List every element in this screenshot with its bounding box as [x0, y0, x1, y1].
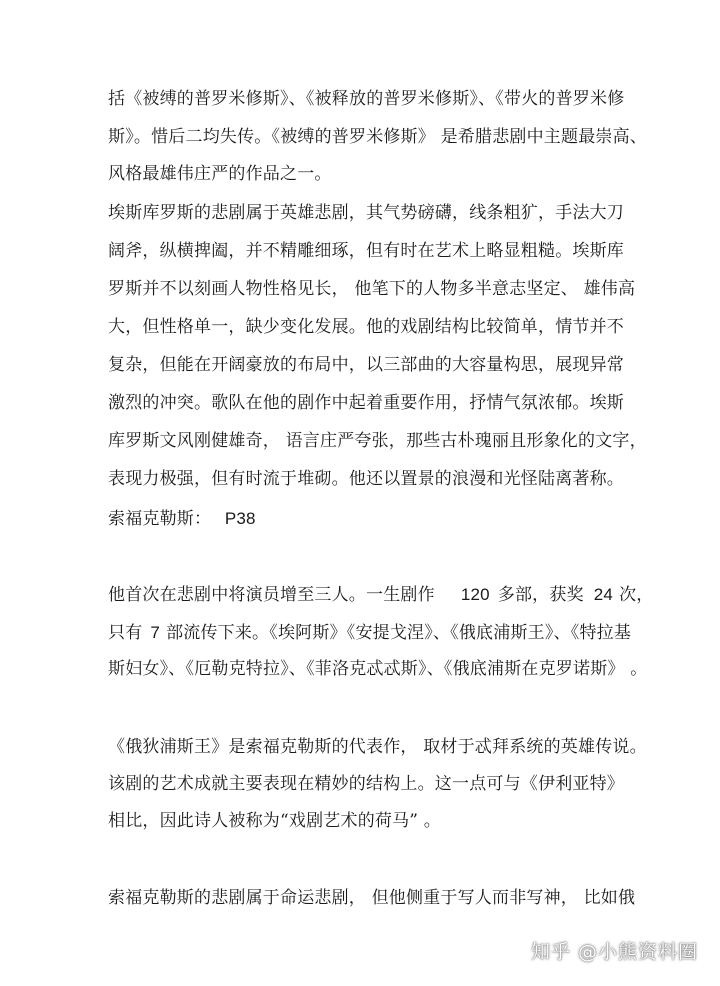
- text-line: 表现力极强，但有时流于堆砌。他还以置景的浪漫和光怪陆离著称。: [108, 469, 624, 489]
- text-run: 只有: [108, 623, 143, 643]
- section-label-page: P38: [224, 509, 256, 528]
- text-line: 括《被缚的普罗米修斯》、《被释放的普罗米修斯》、《带火的普罗米修: [108, 89, 625, 109]
- number-run: 24: [593, 585, 614, 604]
- text-line: 埃斯库罗斯的悲剧属于英雄悲剧，其气势磅礴，线条粗犷，手法大刀: [108, 203, 624, 223]
- text-run: 他首次在悲剧中将演员增至三人。一生剧作: [108, 585, 435, 605]
- text-line: 该剧的艺术成就主要表现在精妙的结构上。这一点可与《伊利亚特》: [108, 774, 624, 794]
- section-label: [108, 508, 256, 530]
- text-line: 索福克勒斯的悲剧属于命运悲剧， 但他侧重于写人而非写神， 比如俄: [108, 888, 636, 908]
- text-line: [108, 584, 654, 606]
- text-line: [108, 622, 631, 644]
- text-line: 相比，因此诗人被称为“戏剧艺术的荷马” 。: [108, 811, 441, 831]
- number-run: 7: [150, 623, 161, 642]
- text-line: 激烈的冲突。歌队在他的剧作中起着重要作用，抒情气氛浓郁。埃斯: [108, 393, 624, 413]
- text-run: 部流传下来。《埃阿斯》《安提戈涅》、《俄底浦斯王》、《特拉基: [166, 623, 632, 643]
- text-line: 复杂，但能在开阔豪放的布局中，以三部曲的大容量构思，展现异常: [108, 355, 624, 375]
- text-line: 罗斯并不以刻画人物性格见长， 他笔下的人物多半意志坚定、 雄伟高: [108, 279, 636, 299]
- section-label-prefix: 索福克勒斯：: [108, 509, 212, 529]
- text-line: 库罗斯文风刚健雄奇， 语言庄严夸张，那些古朴瑰丽且形象化的文字，: [108, 431, 647, 451]
- text-line: 阔斧，纵横捭阖，并不精雕细琢，但有时在艺术上略显粗糙。埃斯库: [108, 241, 624, 261]
- text-run: 多部，获奖: [497, 585, 584, 605]
- number-run: 120: [460, 585, 490, 604]
- text-line: 斯妇女》、《厄勒克特拉》、《菲洛克忒忒斯》、《俄底浦斯在克罗诺斯》 。: [108, 659, 648, 679]
- text-line: 《俄狄浦斯王》是索福克勒斯的代表作， 取材于忒拜系统的英雄传说。: [108, 737, 647, 757]
- text-line: 大，但性格单一，缺少变化发展。他的戏剧结构比较简单，情节并不: [108, 317, 624, 337]
- text-line: 风格最雄伟庄严的作品之一。: [108, 164, 332, 184]
- text-line: 斯》。惜后二均失传。《被缚的普罗米修斯》 是希腊悲剧中主题最崇高、: [108, 127, 648, 147]
- watermark: 知乎 @小熊资料圈: [530, 941, 698, 963]
- text-run: 次，: [619, 585, 654, 605]
